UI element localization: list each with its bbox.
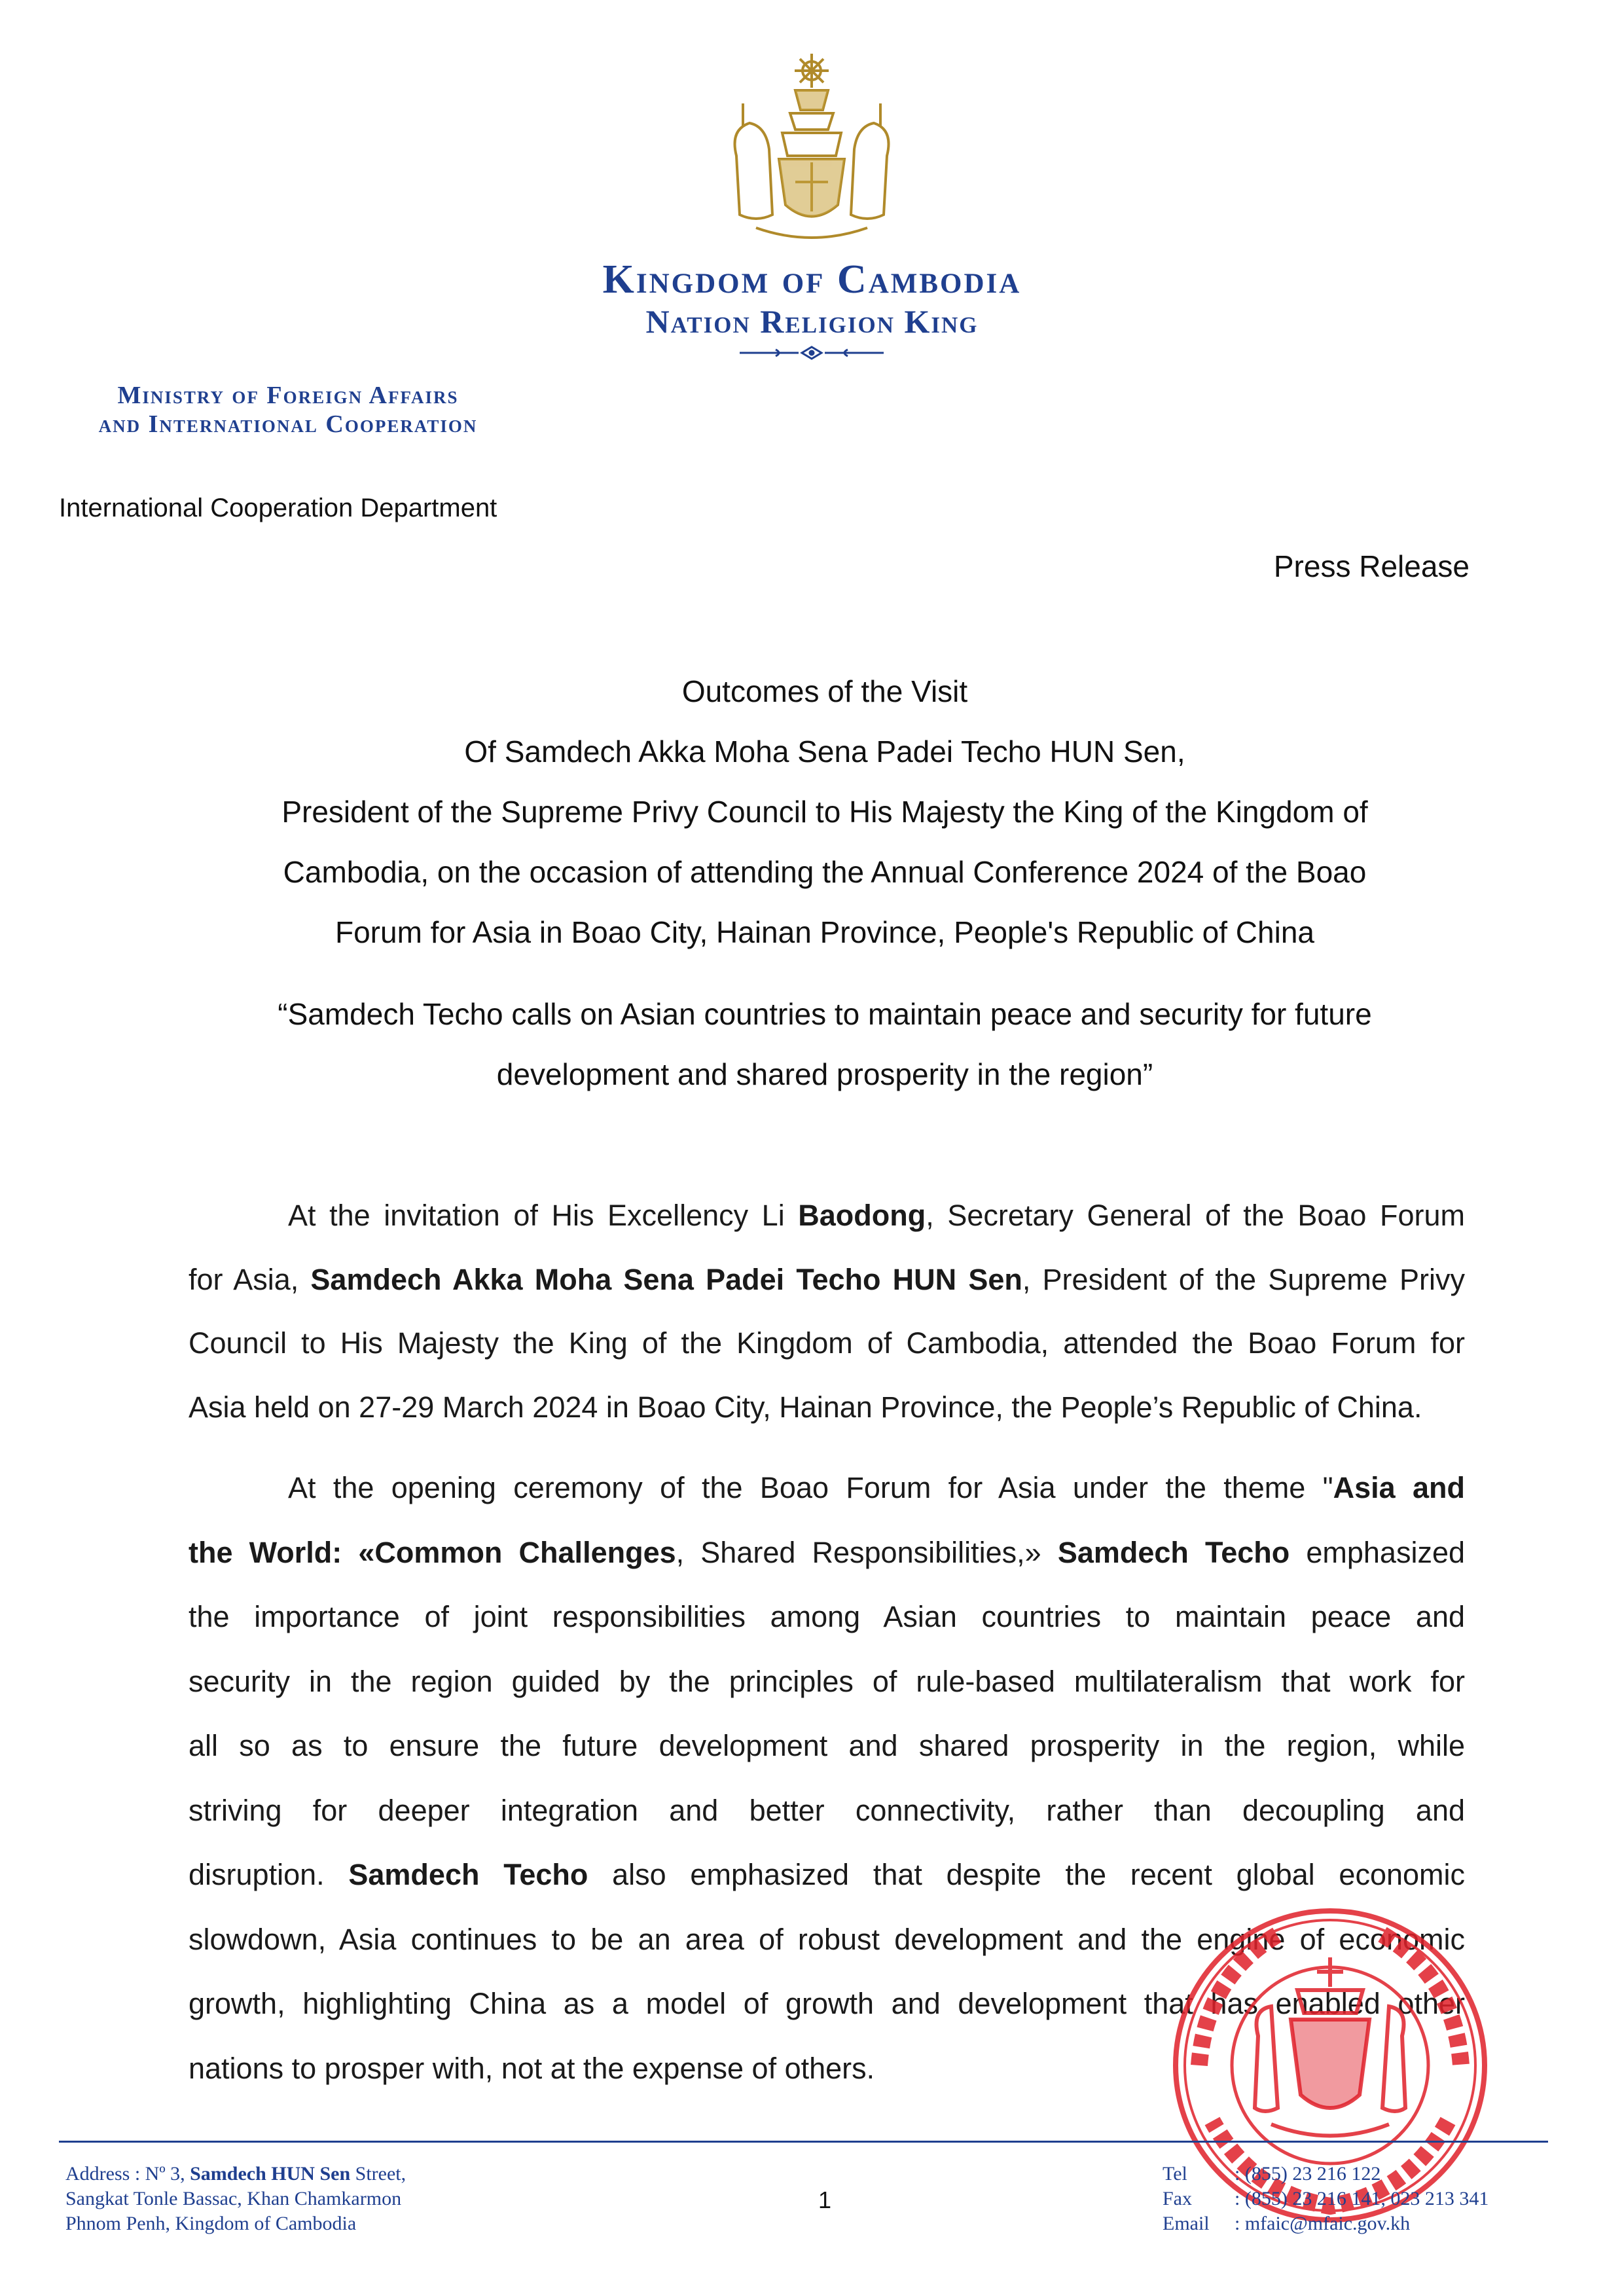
paragraph-line: disruption. Samdech Techo also emphasized that despite the recent global economic [189,1858,1466,1891]
press-release-title [196,661,1453,962]
ornament-divider-icon [736,344,887,361]
ministry-name-line2: and International Cooperation [98,410,478,438]
footer-address [65,2162,406,2236]
body-paragraph-1 [189,1184,1465,1439]
paragraph-line: slowdown, Asia continues to be an area of robust development and the engine of economic [189,1922,1465,1956]
address-line: Phnom Penh, Kingdom of Cambodia [65,2213,357,2234]
footer-contacts [1163,2162,1489,2236]
headline-quote [196,984,1453,1104]
quote-line: development and shared prosperity in the region” [496,1057,1153,1091]
paragraph-line: striving for deeper integration and better connectivity, rather than decoupling and [189,1793,1465,1827]
footer-divider [59,2141,1548,2143]
paragraph-line: all so as to ensure the future development and shared prosperity in the region, while [189,1729,1465,1762]
fax-row: Fax : (855) 23 216 141, 023 213 341 [1163,2188,1489,2209]
paragraph-line: for Asia, Samdech Akka Moha Sena Padei Techo HUN Sen, President of the Supreme Privy [189,1262,1465,1296]
tel-row: Tel : (855) 23 216 122 [1163,2163,1381,2185]
kingdom-heading: Kingdom of Cambodia [602,257,1022,302]
address-line: Address : Nº 3, Samdech HUN Sen Street, [65,2163,406,2185]
paragraph-line: nations to prosper with, not at the expense of others. [189,2051,875,2085]
quote-line: “Samdech Techo calls on Asian countries to maintain peace and security for future [278,997,1372,1031]
title-line: President of the Supreme Privy Council to His Majesty the King of the Kingdom of [281,795,1368,829]
title-line: Outcomes of the Visit [681,674,968,708]
motto-heading: Nation Religion King [645,303,979,340]
title-line: Forum for Asia in Boao City, Hainan Province, People's Republic of China [334,915,1314,949]
page-number: 1 [818,2186,832,2213]
ministry-name-line1: Ministry of Foreign Affairs [117,382,459,409]
paragraph-line: the World: «Common Challenges, Shared Responsibilities,» Samdech Techo emphasized [189,1535,1466,1569]
department-name: International Cooperation Department [59,494,497,522]
paragraph-line: the importance of joint responsibilities among Asian countries to maintain peace and [189,1600,1465,1633]
royal-arms-emblem-icon [717,51,907,247]
paragraph-line: growth, highlighting China as a model of growth and development that has enabled other [189,1987,1465,2020]
paragraph-line: Council to His Majesty the King of the Kingdom of Cambodia, attended the Boao Forum for [189,1326,1465,1360]
paragraph-line: security in the region guided by the principles of rule-based multilateralism that work for [189,1664,1465,1698]
address-line: Sangkat Tonle Bassac, Khan Chamkarmon [65,2188,402,2209]
title-line: Cambodia, on the occasion of attending the Annual Conference 2024 of the Boao [283,855,1367,889]
email-row: Email : mfaic@mfaic.gov.kh [1163,2213,1411,2234]
title-line: Of Samdech Akka Moha Sena Padei Techo HUN Sen, [464,735,1185,769]
paragraph-line: Asia held on 27-29 March 2024 in Boao City, Hainan Province, the People’s Republic of China. [189,1390,1422,1424]
document-type: Press Release [1273,549,1470,583]
paragraph-line: At the opening ceremony of the Boao Forum for Asia under the theme "Asia and [288,1471,1465,1504]
paragraph-line: At the invitation of His Excellency Li Baodong, Secretary General of the Boao Forum [288,1199,1465,1232]
